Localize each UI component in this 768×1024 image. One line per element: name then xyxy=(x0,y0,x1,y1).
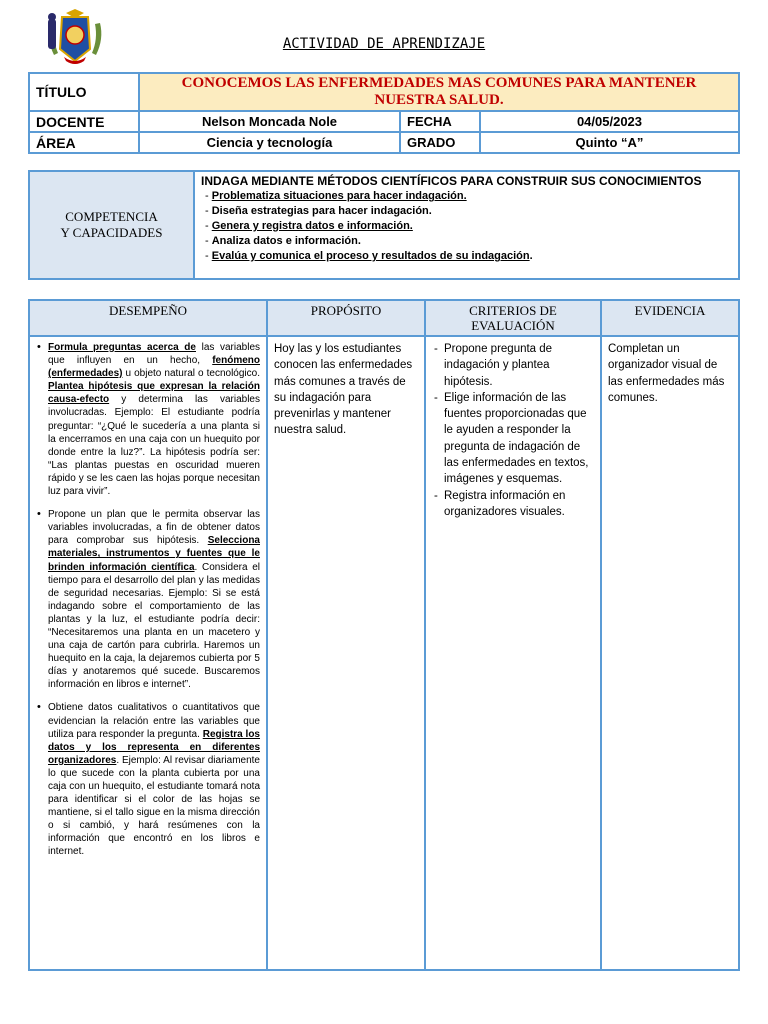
capacidad-item: - Evalúa y comunica el proceso y resultados de su indagación. xyxy=(205,250,533,262)
docente-value: Nelson Moncada Nole xyxy=(139,111,400,132)
header-table xyxy=(28,72,740,154)
criterio-item: - Elige información de las fuentes proporcionadas que le ayuden a responder la pregunta de indagación de las enfermedades en textos, imágenes y esquemas. xyxy=(432,390,594,488)
grado-value: Quinto “A” xyxy=(480,132,739,153)
fecha-value: 04/05/2023 xyxy=(480,111,739,132)
competencia-heading: INDAGA MEDIANTE MÉTODOS CIENTÍFICOS PARA CONSTRUIR SUS CONOCIMIENTOS xyxy=(201,174,702,188)
fecha-label: FECHA xyxy=(400,111,480,132)
capacidad-item: - Genera y registra datos e información. xyxy=(205,220,413,232)
titulo-value: CONOCEMOS LAS ENFERMEDADES MAS COMUNES PARA MANTENER NUESTRA SALUD. xyxy=(139,73,739,111)
docente-label: DOCENTE xyxy=(29,111,139,132)
capacidad-item: - Problematiza situaciones para hacer indagación. xyxy=(205,190,467,202)
criterios-cell xyxy=(425,336,601,970)
criterio-item: - Propone pregunta de indagación y plantea hipótesis. xyxy=(432,341,594,390)
area-label: ÁREA xyxy=(29,132,139,153)
capacidad-item: - Analiza datos e información. xyxy=(205,235,361,247)
desempeno-item: • Formula preguntas acerca de las variables que influyen en un hecho, fenómeno (enfermedades) u objeto natural o tecnológico. Plantea hipótesis que expresan la relación causa-efecto y determina las variables involucradas. Ejemplo: El estudiante podría preguntar: “¿Qué le sucedería a una planta si la encerramos en una caja con un huequito por donde entre la luz?”. La hipótesis podría ser: “Las plantas puestas en oscuridad mueren rápido y se les caen las hojas porque necesitan luz para vivir”. xyxy=(36,341,260,498)
competencia-content xyxy=(194,171,739,279)
desempeno-item: • Obtiene datos cualitativos o cuantitativos que evidencian la relación entre las variables que utiliza para responder la pregunta. Registra los datos y los representa en diferentes organizadores. Ejemplo: Al revisar diariamente lo que sucede con la planta cubierta por una caja con un huequito, el estudiante tomará nota para identificar si el color de las hojas se mantiene, si el tallo sigue en la misma dirección o si cambió, y hará resúmenes con la información que encontró en los libros e internet. xyxy=(36,701,260,858)
area-value: Ciencia y tecnología xyxy=(139,132,400,153)
competencia-table xyxy=(28,170,740,280)
main-table xyxy=(28,299,740,971)
document-title: ACTIVIDAD DE APRENDIZAJE xyxy=(282,36,486,52)
titulo-label: TÍTULO xyxy=(29,73,139,111)
desempeno-item: • Propone un plan que le permita observar las variables involucradas, a fin de obtener datos para comprobar sus hipótesis. Selecciona materiales, instrumentos y fuentes que le brinden información científica. Considera el tiempo para el desarrollo del plan y las medidas de seguridad necesarias. Ejemplo: Si se está indagando sobre el comportamiento de las plantas y la luz, el estudiante podría decir: “Necesitaremos una planta en un macetero y una caja de cartón para cubrirla. Haremos un huequito en la caja, la dejaremos cubierta por 5 días y anotaremos qué sucede. Buscaremos información en libros e internet”. xyxy=(36,508,260,691)
grado-label: GRADO xyxy=(400,132,480,153)
evidencia-cell: Completan un organizador visual de las enfermedades más comunes. xyxy=(601,336,739,970)
desempeno-cell xyxy=(29,336,267,970)
col-header-desempeno: DESEMPEÑO xyxy=(29,300,267,336)
col-header-criterios: CRITERIOS DE EVALUACIÓN xyxy=(425,300,601,336)
competencia-label: COMPETENCIA Y CAPACIDADES xyxy=(29,171,194,279)
col-header-proposito: PROPÓSITO xyxy=(267,300,425,336)
proposito-cell: Hoy las y los estudiantes conocen las enfermedades más comunes a través de su indagación para prevenirlas y mantener nuestra salud. xyxy=(267,336,425,970)
capacidad-item: - Diseña estrategias para hacer indagación. xyxy=(205,205,432,217)
criterio-item: - Registra información en organizadores visuales. xyxy=(432,488,594,521)
col-header-evidencia: EVIDENCIA xyxy=(601,300,739,336)
